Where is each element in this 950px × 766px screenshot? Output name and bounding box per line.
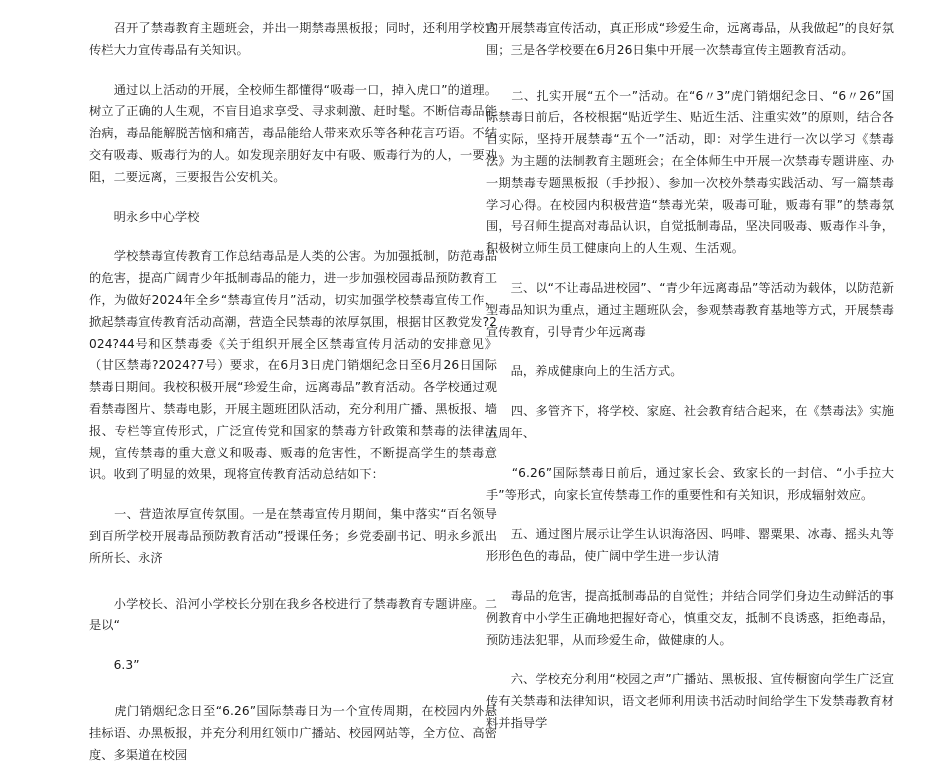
paragraph: 一、营造浓厚宣传氛围。一是在禁毒宣传月期间，集中落实“百名领导到百所学校开展毒品预防教育活动”授课任务；乡党委副书记、明永乡派出所所长、永济 — [89, 507, 497, 565]
paragraph: 通过以上活动的开展，全校师生都懂得“吸毒一口，掉入虎口”的道理。树立了正确的人生观，不盲目追求享受、寻求刺激、赶时髦。不断信毒品能治病，毒品能解脱苦恼和痛苦，毒品能给人带来欢乐等各种花言巧语。不结交有吸毒、贩毒行为的人。如发现亲朋好友中有吸、贩毒行为的人，一要劝阻，二要远离，三要报告公安机关。 — [89, 82, 497, 184]
paragraph: 毒品的危害，提高抵制毒品的自觉性；并结合同学们身边生动鲜活的事例教育中小学生正确地把握好奇心，慎重交友，抵制不良诱惑，拒绝毒品，预防违法犯罪，从而珍爱生命，做健康的人。 — [486, 588, 894, 647]
paragraph: 五、通过图片展示让学生认识海洛因、吗啡、罂粟果、冰毒、摇头丸等形形色色的毒品，使广阔中学生进一步认清 — [486, 527, 894, 564]
paragraph: 品，养成健康向上的生活方式。 — [486, 364, 683, 379]
paragraph: 召开了禁毒教育主题班会，并出一期禁毒黑板报；同时，还利用学校宣传栏大力宣传毒品有关知识。 — [89, 21, 497, 57]
paragraph: 二、扎实开展“五个一”活动。在“6〃3”虎门销烟纪念日、“6〃26”国际禁毒日前后，各校根据“贴近学生、贴近生活、注重实效”的原则，结合各自实际，坚持开展禁毒“五个一”活动，即：对学生进行一次以学习《禁毒法》为主题的法制教育主题班会；在全体师生中开展一次禁毒专题讲座、办一期禁毒专题黑板报（手抄报）、参加一次校外禁毒实践活动、写一篇禁毒学习心得。在校园内积极营造“禁毒光荣，吸毒可耻，贩毒有罪”的禁毒氛围，号召师生提高对毒品认识，自觉抵制毒品，坚决同吸毒、贩毒作斗争，积极树立师生员工健康向上的人生观、生活观。 — [486, 88, 894, 256]
paragraph: 小学校长、沿河小学校长分别在我乡各校进行了禁毒教育专题讲座。二是以“ — [89, 596, 497, 633]
paragraph: 学校禁毒宣传教育工作总结毒品是人类的公害。为加强抵制，防范毒品的危害，提高广阔青少年抵制毒品的能力，进一步加强校园毒品预防教育工作，为做好2024年全乡“禁毒宣传月”活动，切实加强学校禁毒宣传工作，掀起禁毒宣传教育活动高潮，营造全民禁毒的浓厚氛围，根据甘区教党发?2024?44号和区禁毒委《关于组织开展全区禁毒宣传月活动的安排意见》（甘区禁毒?2024?7号）要求，在6月3日虎门销烟纪念日至6月26日国际禁毒日期间。我校积极开展“珍爱生命，远离毒品”教育活动。各学校通过观看禁毒图片、禁毒电影，开展主题班团队活动，充分利用广播、黑板报、墙报、专栏等宣传形式，广泛宣传党和国家的禁毒方针政策和禁毒的法律法规，宣传禁毒的重大意义和吸毒、贩毒的危害性，不断提高学生的禁毒意识。收到了明显的效果，现将宣传教育活动总结如下： — [89, 249, 497, 482]
right-column — [486, 18, 894, 735]
left-column — [89, 18, 497, 766]
paragraph: “6.26”国际禁毒日前后，通过家长会、致家长的一封信、“小手拉大手”等形式，向家长宣传禁毒工作的重要性和有关知识，形成辐射效应。 — [486, 465, 894, 502]
paragraph: 内开展禁毒宣传活动，真正形成“珍爱生命，远离毒品，从我做起”的良好氛围；三是各学校要在6月26日集中开展一次禁毒宣传主题教育活动。 — [486, 21, 894, 57]
school-name: 明永乡中心学校 — [89, 209, 200, 224]
paragraph: 六、学校充分利用“校园之声”广播站、黑板报、宣传橱窗向学生广泛宣传有关禁毒和法律知识，语文老师利用读书活动时间给学生下发禁毒教育材料并指导学 — [486, 672, 894, 730]
paragraph: 虎门销烟纪念日至“6.26”国际禁毒日为一个宣传周期，在校园内外悬挂标语、办黑板报，并充分利用红领巾广播站、校园网站等，全方位、高密度、多渠道在校园 — [89, 703, 497, 762]
paragraph: 四、多管齐下，将学校、家庭、社会教育结合起来，在《禁毒法》实施五周年、 — [486, 404, 894, 440]
paragraph: 三、以“不让毒品进校园”、“青少年远离毒品”等活动为载体，以防范新型毒品知识为重点，通过主题班队会，参观禁毒教育基地等方式，开展禁毒宣传教育，引导青少年远离毒 — [486, 280, 894, 339]
paragraph: 6.3” — [89, 658, 140, 673]
